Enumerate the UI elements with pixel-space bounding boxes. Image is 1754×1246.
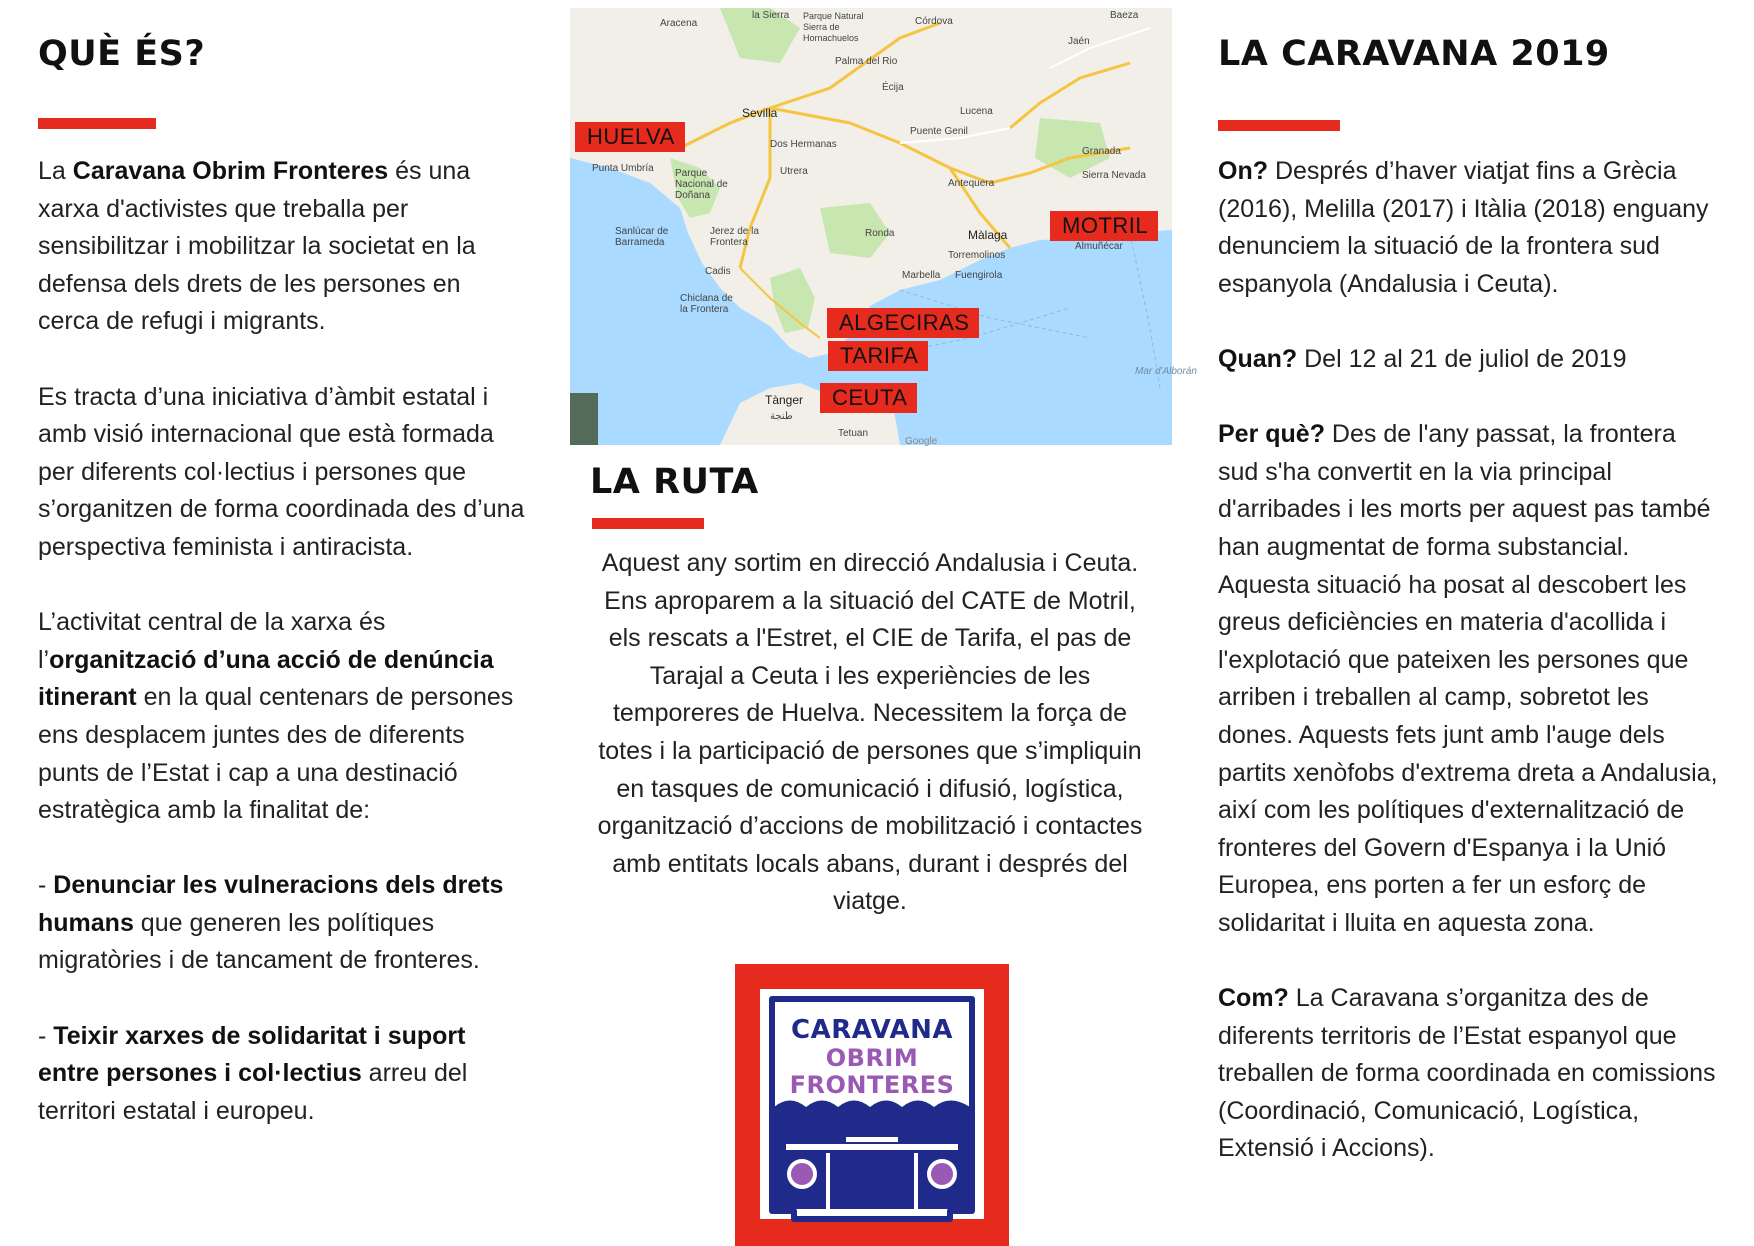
route-map <box>570 8 1197 447</box>
caravana-logo <box>735 964 1009 1246</box>
logo-text-line-2: OBRIM <box>825 1044 919 1072</box>
place-utrera: Utrera <box>780 166 808 177</box>
place-sierra-hornachuelos: Parque Natural Sierra de Hornachuelos <box>803 11 864 43</box>
place-sierra: la Sierra <box>752 10 790 21</box>
right-body <box>1218 153 1723 1168</box>
place-sevilla: Sevilla <box>742 106 778 120</box>
left-paragraph-1: La Caravana Obrim Fronteres és una xarxa d'activistes que treballa per sensibilitzar i mobilitzar la societat en la defensa dels drets de les persones en cerca de refugi i migrants. <box>38 157 476 336</box>
map-label-huelva: HUELVA <box>575 122 685 152</box>
right-paragraph-com: Com? La Caravana s’organitza des de diferents territoris de l’Estat espanyol que treballen de forma coordinada en comissions (Coordinació, Comunicació, Logística, Extensió i Accions). <box>1218 984 1716 1163</box>
place-lucena: Lucena <box>960 106 993 117</box>
place-aracena: Aracena <box>660 18 698 29</box>
left-title-underline <box>38 118 156 129</box>
right-paragraph-quan: Quan? Del 12 al 21 de juliol de 2019 <box>1218 344 1627 373</box>
place-jaen: Jaén <box>1068 36 1090 47</box>
logo-text-line-1: CARAVANA <box>791 1015 953 1045</box>
place-punta-umbria: Punta Umbría <box>592 163 654 174</box>
middle-title: LA RUTA <box>590 462 759 502</box>
place-baeza: Baeza <box>1110 10 1139 21</box>
map-google-attribution: Google <box>905 436 938 447</box>
place-fuengirola: Fuengirola <box>955 270 1003 281</box>
map-label-tarifa: TARIFA <box>828 341 928 371</box>
place-tetuan: Tetuan <box>838 428 869 439</box>
place-malaga: Màlaga <box>968 228 1008 242</box>
place-ecija: Écija <box>882 82 904 93</box>
place-mar-alboran: Mar d'Alborán <box>1135 366 1197 377</box>
logo-text-line-3: FRONTERES <box>789 1071 955 1099</box>
place-jerez: Jerez de la Frontera <box>710 226 759 248</box>
place-tanger-ar: طنجة <box>770 411 793 422</box>
map-label-algeciras: ALGECIRAS <box>827 308 979 338</box>
place-almunecar: Almuñécar <box>1075 241 1123 252</box>
place-ronda: Ronda <box>865 228 895 239</box>
logo-bus <box>760 989 984 1219</box>
place-sierra-nevada: Sierra Nevada <box>1082 170 1146 181</box>
left-paragraph-2: Es tracta d’una iniciativa d’àmbit estatal i amb visió internacional que està formada per diferents col·lectius i persones que s’organitzen de forma coordinada des d’una perspectiva feminista i antiracista. <box>38 382 525 561</box>
right-paragraph-perque: Per què? Des de l'any passat, la frontera sud s'ha convertit en la via principal d'arribades i les morts per aquest pas també han augmentat de forma substancial. Aquesta situació ha posat al descobert les greus deficiències en materia d'acollida i l'explotació que pateixen les persones que arriben i treballen al camp, sobretot les dones. Aquests fets junt amb l'auge dels partits xenòfobs d'extrema dreta a Andalusia, així com les polítiques d'externalització de fronteres del Govern d'Espanya i la Unió Europea, ens porten a fer un esforç de solidaritat i lluita en aquesta zona. <box>1218 420 1718 937</box>
place-marbella: Marbella <box>902 270 941 281</box>
left-body <box>38 153 528 1130</box>
place-cordova: Córdova <box>915 16 953 27</box>
place-puente-genil: Puente Genil <box>910 126 968 137</box>
place-cadis: Cadis <box>705 266 731 277</box>
place-tanger: Tànger <box>765 393 804 407</box>
place-donana: Parque Nacional de Doñana <box>675 168 728 201</box>
place-torremolinos: Torremolinos <box>948 250 1006 261</box>
left-paragraph-3: L’activitat central de la xarxa és l’organització d’una acció de denúncia itinerant en la qual centenars de persones ens desplacem juntes des de diferents punts de l’Estat i cap a una destinació estratègica amb la finalitat de: <box>38 608 514 825</box>
left-paragraph-4: - Denunciar les vulneracions dels drets humans que generen les polítiques migratòries i de tancament de fronteres. <box>38 871 504 975</box>
place-chiclana: Chiclana de la Frontera <box>680 293 733 315</box>
place-palma: Palma del Rio <box>835 56 898 67</box>
place-antequera: Antequera <box>948 178 995 189</box>
right-title: LA CARAVANA 2019 <box>1218 34 1610 74</box>
right-title-underline <box>1218 120 1340 131</box>
left-title: QUÈ ÉS? <box>38 34 206 74</box>
left-paragraph-5: - Teixir xarxes de solidaritat i suport entre persones i col·lectius arreu del territori estatal i europeu. <box>38 1021 468 1125</box>
place-sanlucar: Sanlúcar de Barrameda <box>615 226 669 248</box>
right-paragraph-on: On? Després d’haver viatjat fins a Grècia (2016), Melilla (2017) i Itàlia (2018) enguany denunciem la situació de la frontera sud espanyola (Andalusia i Ceuta). <box>1218 157 1709 298</box>
middle-title-underline <box>592 518 704 529</box>
route-description: Aquest any sortim en direcció Andalusia i Ceuta. Ens aproparem a la situació del CATE de Motril, els rescats a l'Estret, el CIE de Tarifa, el pas de Tarajal a Ceuta i les experiències de les temporeres de Huelva. Necessitem la força de totes i la participació de persones que s’impliquin en tasques de comunicació i difusió, logística, organització d’accions de mobilització i contactes amb entitats locals abans, durant i després del viatge. <box>597 549 1143 916</box>
map-label-motril: MOTRIL <box>1050 211 1158 241</box>
place-dos-hermanas: Dos Hermanas <box>770 139 837 150</box>
map-label-ceuta: CEUTA <box>820 383 917 413</box>
place-granada: Granada <box>1082 146 1121 157</box>
